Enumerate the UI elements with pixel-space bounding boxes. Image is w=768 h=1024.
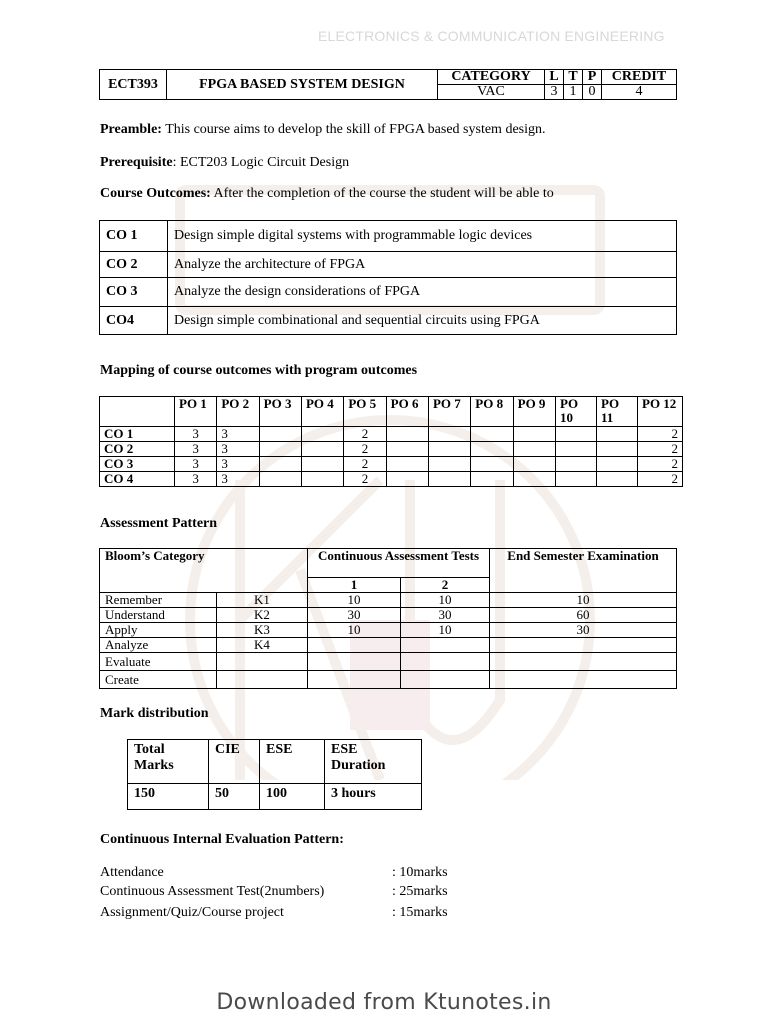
table-row: [100, 278, 677, 307]
map-cell: [513, 457, 555, 472]
l-label: L: [545, 70, 564, 85]
bloom-category: Remember: [100, 593, 217, 608]
course-outcomes-label: Course Outcomes:: [100, 186, 211, 201]
map-cell: [428, 457, 470, 472]
map-cell: 3: [217, 442, 259, 457]
test2-header: 2: [401, 578, 490, 593]
map-cell: [428, 442, 470, 457]
test2-value: 30: [401, 608, 490, 623]
cie-item-label: Attendance: [100, 865, 164, 880]
preamble-text: This course aims to develop the skill of FPGA based system design.: [161, 122, 546, 137]
bloom-category: Apply: [100, 623, 217, 638]
co-code: CO 1: [100, 221, 168, 252]
po-header: PO 4: [301, 397, 343, 427]
map-cell: 3: [217, 427, 259, 442]
map-cell: [386, 442, 428, 457]
map-cell: [428, 427, 470, 442]
po-header: PO 8: [471, 397, 513, 427]
test1-value: 10: [308, 593, 401, 608]
map-cell: [259, 457, 301, 472]
co-label: CO 4: [100, 472, 175, 487]
table-row: [100, 653, 677, 671]
test2-value: 10: [401, 593, 490, 608]
po-header: PO 2: [217, 397, 259, 427]
map-cell: [301, 457, 343, 472]
map-cell: 2: [344, 427, 386, 442]
map-cell: 2: [638, 427, 683, 442]
co-text: Design simple digital systems with programmable logic devices: [168, 221, 677, 252]
course-code: ECT393: [100, 70, 167, 100]
map-cell: [556, 427, 597, 442]
bloom-category: Analyze: [100, 638, 217, 653]
map-cell: [386, 457, 428, 472]
mapping-heading: Mapping of course outcomes with program outcomes: [100, 363, 418, 378]
prerequisite: [100, 155, 349, 171]
table-row: [100, 549, 677, 578]
table-row: [100, 221, 677, 252]
course-header-table: [99, 69, 677, 100]
map-cell: [556, 442, 597, 457]
mark-distribution-table: [127, 739, 422, 810]
table-row: [100, 457, 683, 472]
table-row: [100, 623, 677, 638]
t-value: 1: [564, 85, 583, 100]
bloom-category: Understand: [100, 608, 217, 623]
test2-value: 10: [401, 623, 490, 638]
map-cell: 2: [344, 457, 386, 472]
map-cell: 2: [344, 472, 386, 487]
map-cell: [597, 457, 638, 472]
t-label: T: [564, 70, 583, 85]
ese-value: 60: [490, 608, 677, 623]
preamble: [100, 122, 546, 138]
map-cell: [513, 442, 555, 457]
map-cell: [556, 472, 597, 487]
ese-value: [490, 671, 677, 689]
test2-value: [401, 653, 490, 671]
co-text: Analyze the design considerations of FPGA: [168, 278, 677, 307]
test2-value: [401, 671, 490, 689]
map-cell: [301, 472, 343, 487]
p-label: P: [583, 70, 602, 85]
po-header: PO 11: [597, 397, 638, 427]
map-cell: 3: [175, 472, 217, 487]
mapping-corner: [100, 397, 175, 427]
po-header: PO 7: [428, 397, 470, 427]
credit-value: 4: [602, 85, 677, 100]
course-outcomes-text: After the completion of the course the student will be able to: [210, 186, 554, 201]
map-cell: 2: [638, 442, 683, 457]
co-code: CO4: [100, 307, 168, 335]
table-row: [128, 784, 422, 810]
table-row: [100, 608, 677, 623]
download-footer: Downloaded from Ktunotes.in: [216, 990, 552, 1015]
map-cell: 3: [175, 427, 217, 442]
bloom-level: [217, 671, 308, 689]
table-row: [100, 472, 683, 487]
category-value: VAC: [438, 85, 545, 100]
table-row: [100, 442, 683, 457]
course-outcomes-table: [99, 220, 677, 335]
cat-header: Continuous Assessment Tests: [308, 549, 490, 578]
co-label: CO 2: [100, 442, 175, 457]
course-outcomes-intro: [100, 186, 554, 202]
bloom-level: K1: [217, 593, 308, 608]
bloom-category: Create: [100, 671, 217, 689]
po-header: PO 5: [344, 397, 386, 427]
test1-header: 1: [308, 578, 401, 593]
co-label: CO 3: [100, 457, 175, 472]
table-row: [100, 307, 677, 335]
map-cell: 3: [217, 472, 259, 487]
category-label: CATEGORY: [438, 70, 545, 85]
cie-item-value: : 15marks: [392, 905, 448, 920]
map-cell: [259, 472, 301, 487]
map-cell: [597, 427, 638, 442]
map-cell: [471, 457, 513, 472]
co-text: Design simple combinational and sequential circuits using FPGA: [168, 307, 677, 335]
map-cell: [471, 472, 513, 487]
l-value: 3: [545, 85, 564, 100]
table-row: [128, 740, 422, 784]
map-cell: [259, 427, 301, 442]
map-cell: [301, 427, 343, 442]
table-row: [100, 638, 677, 653]
prerequisite-label: Prerequisite: [100, 155, 173, 170]
ese-header: ESE: [260, 740, 325, 784]
co-code: CO 3: [100, 278, 168, 307]
table-row: [100, 427, 683, 442]
cie-item-value: : 25marks: [392, 884, 448, 899]
map-cell: 2: [344, 442, 386, 457]
cie-header: CIE: [209, 740, 260, 784]
ese-value: 30: [490, 623, 677, 638]
mark-distribution-heading: Mark distribution: [100, 706, 209, 721]
co-text: Analyze the architecture of FPGA: [168, 252, 677, 278]
bloom-level: K4: [217, 638, 308, 653]
po-header: PO 12: [638, 397, 683, 427]
map-cell: 3: [217, 457, 259, 472]
test1-value: 30: [308, 608, 401, 623]
po-header: PO 9: [513, 397, 555, 427]
map-cell: 3: [175, 457, 217, 472]
map-cell: [513, 472, 555, 487]
cie-item-label: Assignment/Quiz/Course project: [100, 905, 284, 920]
map-cell: [597, 442, 638, 457]
total-marks-value: 150: [128, 784, 209, 810]
test1-value: 10: [308, 623, 401, 638]
map-cell: [301, 442, 343, 457]
cie-pattern-heading: Continuous Internal Evaluation Pattern:: [100, 832, 344, 847]
co-label: CO 1: [100, 427, 175, 442]
ese-header: End Semester Examination: [490, 549, 677, 593]
map-cell: [386, 427, 428, 442]
map-cell: 2: [638, 472, 683, 487]
cie-item-label: Continuous Assessment Test(2numbers): [100, 884, 325, 899]
map-cell: 3: [175, 442, 217, 457]
department-header: ELECTRONICS & COMMUNICATION ENGINEERING: [318, 28, 665, 44]
po-header: PO 1: [175, 397, 217, 427]
po-header: PO 3: [259, 397, 301, 427]
ese-value: [490, 653, 677, 671]
ese-value: [490, 638, 677, 653]
p-value: 0: [583, 85, 602, 100]
map-cell: [471, 427, 513, 442]
test2-value: [401, 638, 490, 653]
map-cell: [259, 442, 301, 457]
table-row: [100, 252, 677, 278]
ese-duration-value: 3 hours: [325, 784, 422, 810]
bloom-level: [217, 653, 308, 671]
map-cell: [428, 472, 470, 487]
cie-value: 50: [209, 784, 260, 810]
table-row: [100, 593, 677, 608]
bloom-level: K3: [217, 623, 308, 638]
map-cell: [513, 427, 555, 442]
assessment-heading: Assessment Pattern: [100, 516, 218, 531]
bloom-category-header: Bloom’s Category: [100, 549, 308, 593]
map-cell: [597, 472, 638, 487]
bloom-level: K2: [217, 608, 308, 623]
table-row: [100, 671, 677, 689]
po-header: PO 10: [556, 397, 597, 427]
map-cell: [556, 457, 597, 472]
po-header: PO 6: [386, 397, 428, 427]
mapping-table: [99, 396, 683, 487]
assessment-table: [99, 548, 677, 689]
prerequisite-text: : ECT203 Logic Circuit Design: [172, 155, 350, 170]
map-cell: [386, 472, 428, 487]
preamble-label: Preamble:: [100, 122, 162, 137]
ese-value: 10: [490, 593, 677, 608]
credit-label: CREDIT: [602, 70, 677, 85]
map-cell: [471, 442, 513, 457]
map-cell: 2: [638, 457, 683, 472]
test1-value: [308, 653, 401, 671]
ese-duration-header: ESE Duration: [325, 740, 422, 784]
bloom-category: Evaluate: [100, 653, 217, 671]
ese-value: 100: [260, 784, 325, 810]
cie-item-value: : 10marks: [392, 865, 448, 880]
course-title: FPGA BASED SYSTEM DESIGN: [167, 70, 438, 100]
table-row: [100, 397, 683, 427]
test1-value: [308, 671, 401, 689]
test1-value: [308, 638, 401, 653]
total-marks-header: Total Marks: [128, 740, 209, 784]
co-code: CO 2: [100, 252, 168, 278]
